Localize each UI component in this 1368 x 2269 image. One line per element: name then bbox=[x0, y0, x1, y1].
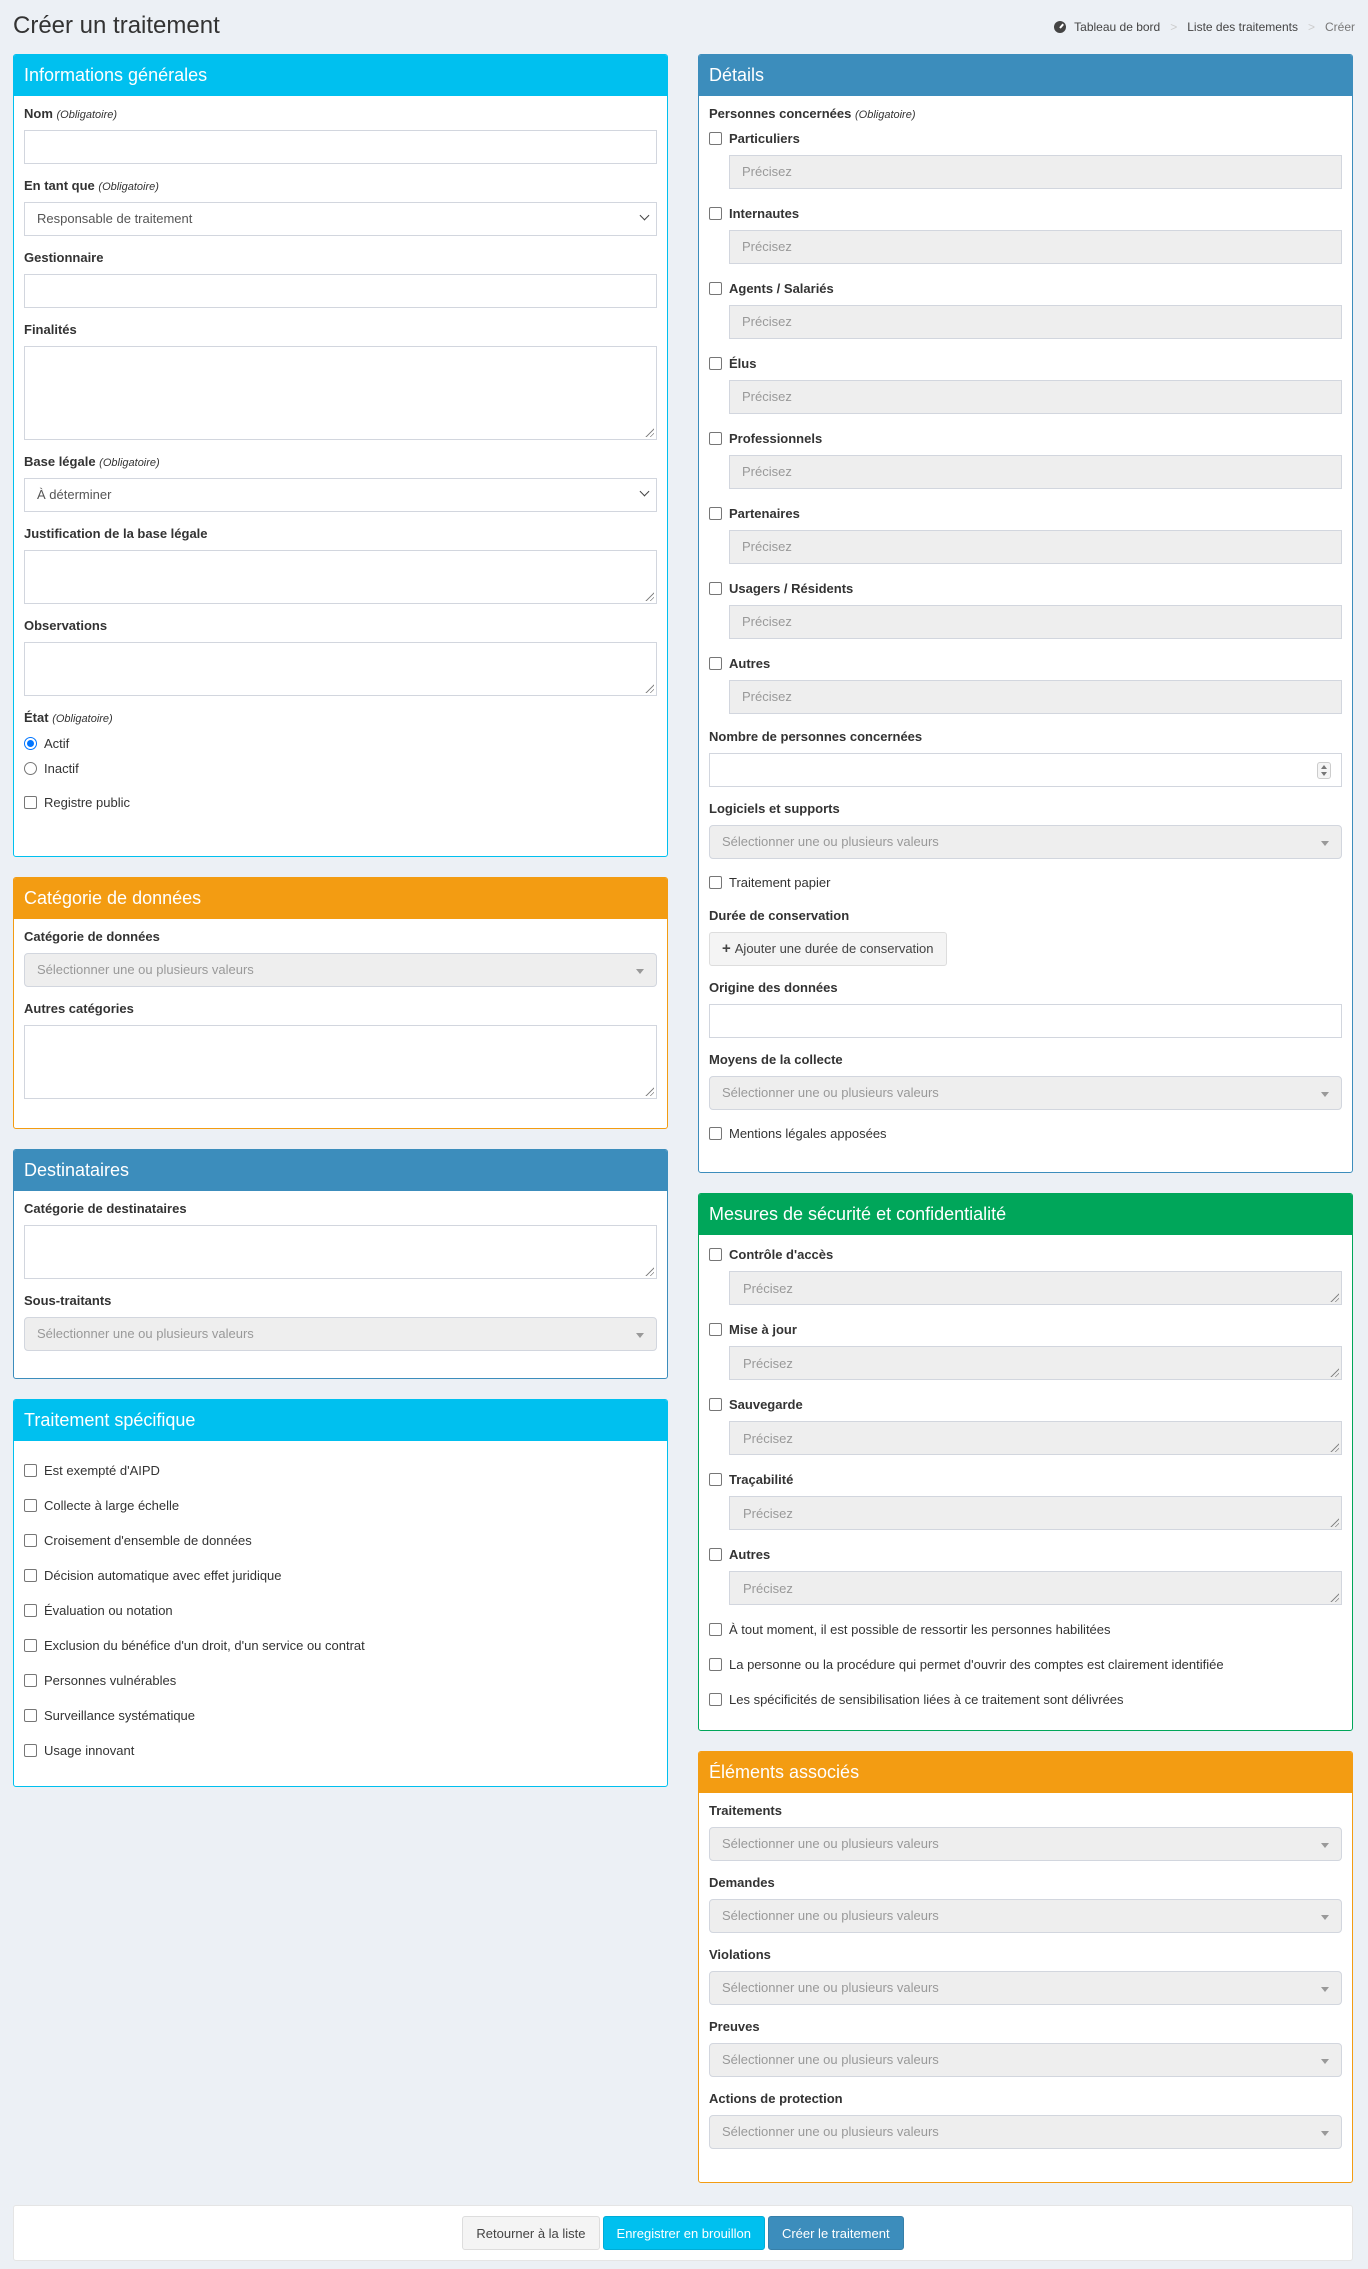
violations-select[interactable]: Sélectionner une ou plusieurs valeurs bbox=[709, 1971, 1342, 2005]
nom-input[interactable] bbox=[24, 130, 657, 164]
categorie-label: Catégorie de données bbox=[24, 929, 160, 944]
caret-down-icon bbox=[1321, 841, 1329, 846]
radio-button[interactable] bbox=[24, 737, 37, 750]
observations-textarea[interactable] bbox=[24, 642, 657, 696]
details-header: Détails bbox=[699, 55, 1352, 96]
checkbox[interactable] bbox=[709, 1623, 722, 1636]
resize-handle-icon[interactable] bbox=[644, 1086, 654, 1096]
justification-textarea[interactable] bbox=[24, 550, 657, 604]
traitements-label: Traitements bbox=[709, 1803, 782, 1818]
mesure-tracabilite[interactable]: Traçabilité bbox=[709, 1470, 1342, 1488]
destinataires-header: Destinataires bbox=[14, 1150, 667, 1191]
securite-check[interactable]: À tout moment, il est possible de ressortir les personnes habilitées bbox=[709, 1620, 1342, 1638]
checkbox[interactable] bbox=[709, 1127, 722, 1140]
precisez-input[interactable]: Précisez bbox=[729, 605, 1342, 639]
specifique-item[interactable]: Personnes vulnérables bbox=[24, 1671, 657, 1689]
checkbox[interactable] bbox=[24, 1639, 37, 1652]
save-draft-button[interactable]: Enregistrer en brouillon bbox=[603, 2216, 765, 2250]
preuves-select[interactable]: Sélectionner une ou plusieurs valeurs bbox=[709, 2043, 1342, 2077]
violations-label: Violations bbox=[709, 1947, 771, 1962]
categorie-destinataires-textarea[interactable] bbox=[24, 1225, 657, 1279]
securite-check[interactable]: Les spécificités de sensibilisation liées à ce traitement sont délivrées bbox=[709, 1690, 1342, 1708]
caret-down-icon bbox=[1321, 2059, 1329, 2064]
precisez-input[interactable]: Précisez bbox=[729, 230, 1342, 264]
specifique-item[interactable]: Croisement d'ensemble de données bbox=[24, 1531, 657, 1549]
gestionnaire-input[interactable] bbox=[24, 274, 657, 308]
checkbox[interactable] bbox=[24, 1534, 37, 1547]
caret-down-icon bbox=[1321, 1092, 1329, 1097]
mesure-autres[interactable]: Autres bbox=[709, 1545, 1342, 1563]
mesure-sauvegarde[interactable]: Sauvegarde bbox=[709, 1395, 1342, 1413]
checkbox[interactable] bbox=[709, 1398, 722, 1411]
categorie-select[interactable]: Sélectionner une ou plusieurs valeurs bbox=[24, 953, 657, 987]
checkbox[interactable] bbox=[709, 582, 722, 595]
securite-box bbox=[698, 1193, 1353, 1731]
checkbox[interactable] bbox=[24, 1709, 37, 1722]
checkbox[interactable] bbox=[709, 1323, 722, 1336]
actions-protection-label: Actions de protection bbox=[709, 2091, 843, 2106]
breadcrumb-current: Créer bbox=[1324, 20, 1355, 34]
chevron-down-icon bbox=[640, 487, 650, 497]
resize-handle-icon[interactable] bbox=[644, 427, 654, 437]
personne-professionnels[interactable]: Professionnels bbox=[709, 429, 1342, 447]
elements-associes-box bbox=[698, 1751, 1353, 2183]
personne-agents[interactable]: Agents / Salariés bbox=[709, 279, 1342, 297]
securite-check[interactable]: La personne ou la procédure qui permet d'ouvrir des comptes est clairement identifiée bbox=[709, 1655, 1342, 1673]
personne-particuliers[interactable]: Particuliers bbox=[709, 129, 1342, 147]
caret-down-icon bbox=[636, 969, 644, 974]
moyens-label: Moyens de la collecte bbox=[709, 1052, 843, 1067]
etat-label: État (Obligatoire) bbox=[24, 710, 113, 725]
checkbox[interactable] bbox=[709, 207, 722, 220]
mesure-controle-acces[interactable]: Contrôle d'accès bbox=[709, 1245, 1342, 1263]
sous-traitants-select[interactable]: Sélectionner une ou plusieurs valeurs bbox=[24, 1317, 657, 1351]
nombre-personnes-label: Nombre de personnes concernées bbox=[709, 729, 923, 744]
checkbox[interactable] bbox=[24, 1604, 37, 1617]
precisez-input[interactable]: Précisez bbox=[729, 380, 1342, 414]
precisez-textarea[interactable]: Précisez bbox=[729, 1571, 1342, 1605]
plus-icon: + bbox=[722, 940, 731, 957]
resize-handle-icon[interactable] bbox=[644, 683, 654, 693]
elements-associes-header: Éléments associés bbox=[699, 1752, 1352, 1793]
destinataires-box bbox=[13, 1149, 668, 1379]
origine-input[interactable] bbox=[709, 1004, 1342, 1038]
resize-handle-icon[interactable] bbox=[1329, 1292, 1339, 1302]
checkbox[interactable] bbox=[709, 132, 722, 145]
origine-label: Origine des données bbox=[709, 980, 838, 995]
resize-handle-icon[interactable] bbox=[644, 1266, 654, 1276]
securite-header: Mesures de sécurité et confidentialité bbox=[699, 1194, 1352, 1235]
breadcrumb-separator: > bbox=[1307, 20, 1315, 34]
autres-categories-textarea[interactable] bbox=[24, 1025, 657, 1099]
caret-down-icon bbox=[1321, 1915, 1329, 1920]
resize-handle-icon[interactable] bbox=[644, 591, 654, 601]
specifique-item[interactable]: Est exempté d'AIPD bbox=[24, 1461, 657, 1479]
page-header bbox=[13, 10, 1355, 50]
duree-conservation-label: Durée de conservation bbox=[709, 908, 850, 923]
nombre-personnes-input[interactable] bbox=[709, 753, 1342, 787]
checkbox[interactable] bbox=[709, 432, 722, 445]
checkbox[interactable] bbox=[709, 357, 722, 370]
base-legale-label: Base légale (Obligatoire) bbox=[24, 454, 160, 469]
categorie-donnees-header: Catégorie de données bbox=[14, 878, 667, 919]
specifique-item[interactable]: Décision automatique avec effet juridique bbox=[24, 1566, 657, 1584]
preuves-label: Preuves bbox=[709, 2019, 760, 2034]
demandes-label: Demandes bbox=[709, 1875, 775, 1890]
create-button[interactable]: Créer le traitement bbox=[768, 2216, 904, 2250]
nom-label: Nom (Obligatoire) bbox=[24, 106, 118, 121]
personnes-concernees-label: Personnes concernées (Obligatoire) bbox=[709, 106, 916, 121]
checkbox[interactable] bbox=[709, 1473, 722, 1486]
dashboard-icon bbox=[1054, 21, 1066, 33]
logiciels-label: Logiciels et supports bbox=[709, 801, 840, 816]
specifique-item[interactable]: Surveillance systématique bbox=[24, 1706, 657, 1724]
specifique-item[interactable]: Évaluation ou notation bbox=[24, 1601, 657, 1619]
breadcrumb bbox=[1054, 20, 1355, 34]
precisez-input[interactable]: Précisez bbox=[729, 530, 1342, 564]
checkbox[interactable] bbox=[709, 1548, 722, 1561]
specifique-item[interactable]: Usage innovant bbox=[24, 1741, 657, 1759]
precisez-input[interactable]: Précisez bbox=[729, 155, 1342, 189]
radio-button[interactable] bbox=[24, 762, 37, 775]
general-info-box bbox=[13, 54, 668, 857]
traitement-specifique-box bbox=[13, 1399, 668, 1787]
autres-categories-label: Autres catégories bbox=[24, 1001, 134, 1016]
personne-partenaires[interactable]: Partenaires bbox=[709, 504, 1342, 522]
traitement-papier-checkbox[interactable]: Traitement papier bbox=[709, 873, 1342, 891]
caret-down-icon bbox=[1321, 1987, 1329, 1992]
breadcrumb-separator: > bbox=[1170, 20, 1178, 34]
finalites-textarea[interactable] bbox=[24, 346, 657, 440]
checkbox[interactable] bbox=[24, 1569, 37, 1582]
checkbox[interactable] bbox=[709, 1693, 722, 1706]
checkbox[interactable] bbox=[709, 507, 722, 520]
demandes-select[interactable]: Sélectionner une ou plusieurs valeurs bbox=[709, 1899, 1342, 1933]
personne-usagers[interactable]: Usagers / Résidents bbox=[709, 579, 1342, 597]
sous-traitants-label: Sous-traitants bbox=[24, 1293, 112, 1308]
caret-down-icon bbox=[1321, 1843, 1329, 1848]
specifique-item[interactable]: Collecte à large échelle bbox=[24, 1496, 657, 1514]
moyens-select[interactable]: Sélectionner une ou plusieurs valeurs bbox=[709, 1076, 1342, 1110]
traitement-specifique-header: Traitement spécifique bbox=[14, 1400, 667, 1441]
checkbox[interactable] bbox=[709, 1248, 722, 1261]
checkbox[interactable] bbox=[709, 876, 722, 889]
checkbox[interactable] bbox=[709, 282, 722, 295]
precisez-textarea[interactable]: Précisez bbox=[729, 1346, 1342, 1380]
etat-option-inactif[interactable]: Inactif bbox=[24, 759, 657, 777]
precisez-input[interactable]: Précisez bbox=[729, 680, 1342, 714]
checkbox[interactable] bbox=[24, 1744, 37, 1757]
mesure-mise-a-jour[interactable]: Mise à jour bbox=[709, 1320, 1342, 1338]
finalites-label: Finalités bbox=[24, 322, 77, 337]
resize-handle-icon[interactable] bbox=[1329, 1517, 1339, 1527]
back-to-list-button[interactable]: Retourner à la liste bbox=[462, 2216, 599, 2250]
general-info-header: Informations générales bbox=[14, 55, 667, 96]
precisez-input[interactable]: Précisez bbox=[729, 305, 1342, 339]
resize-handle-icon[interactable] bbox=[1329, 1367, 1339, 1377]
base-legale-select[interactable]: À déterminer bbox=[24, 478, 657, 512]
breadcrumb-dashboard[interactable]: Tableau de bord bbox=[1074, 20, 1161, 34]
traitements-select[interactable]: Sélectionner une ou plusieurs valeurs bbox=[709, 1827, 1342, 1861]
checkbox[interactable] bbox=[24, 1499, 37, 1512]
mentions-legales-checkbox[interactable]: Mentions légales apposées bbox=[709, 1124, 1342, 1142]
add-duree-button[interactable]: + Ajouter une durée de conservation bbox=[709, 932, 947, 966]
personne-elus[interactable]: Élus bbox=[709, 354, 1342, 372]
gestionnaire-label: Gestionnaire bbox=[24, 250, 104, 265]
caret-down-icon bbox=[1321, 2131, 1329, 2136]
precisez-textarea[interactable]: Précisez bbox=[729, 1496, 1342, 1530]
actions-protection-select[interactable]: Sélectionner une ou plusieurs valeurs bbox=[709, 2115, 1342, 2149]
etat-option-actif[interactable]: Actif bbox=[24, 734, 657, 752]
form-actions-bar bbox=[13, 2205, 1353, 2261]
registre-public-checkbox[interactable]: Registre public bbox=[24, 793, 657, 811]
spinner-icon[interactable] bbox=[1317, 762, 1331, 779]
chevron-down-icon bbox=[640, 211, 650, 221]
personne-autres[interactable]: Autres bbox=[709, 654, 1342, 672]
details-box bbox=[698, 54, 1353, 1173]
en-tant-que-label: En tant que (Obligatoire) bbox=[24, 178, 159, 193]
en-tant-que-select[interactable]: Responsable de traitement bbox=[24, 202, 657, 236]
checkbox[interactable] bbox=[709, 1658, 722, 1671]
categorie-destinataires-label: Catégorie de destinataires bbox=[24, 1201, 187, 1216]
justification-label: Justification de la base légale bbox=[24, 526, 208, 541]
checkbox[interactable] bbox=[24, 1674, 37, 1687]
page-title: Créer un traitement bbox=[13, 12, 220, 39]
checkbox[interactable] bbox=[24, 1464, 37, 1477]
precisez-textarea[interactable]: Précisez bbox=[729, 1421, 1342, 1455]
specifique-item[interactable]: Exclusion du bénéfice d'un droit, d'un service ou contrat bbox=[24, 1636, 657, 1654]
checkbox[interactable] bbox=[709, 657, 722, 670]
categorie-donnees-box bbox=[13, 877, 668, 1129]
resize-handle-icon[interactable] bbox=[1329, 1442, 1339, 1452]
observations-label: Observations bbox=[24, 618, 108, 633]
logiciels-select[interactable]: Sélectionner une ou plusieurs valeurs bbox=[709, 825, 1342, 859]
breadcrumb-list[interactable]: Liste des traitements bbox=[1187, 20, 1298, 34]
resize-handle-icon[interactable] bbox=[1329, 1592, 1339, 1602]
personne-internautes[interactable]: Internautes bbox=[709, 204, 1342, 222]
checkbox[interactable] bbox=[24, 796, 37, 809]
precisez-textarea[interactable]: Précisez bbox=[729, 1271, 1342, 1305]
caret-down-icon bbox=[636, 1333, 644, 1338]
precisez-input[interactable]: Précisez bbox=[729, 455, 1342, 489]
